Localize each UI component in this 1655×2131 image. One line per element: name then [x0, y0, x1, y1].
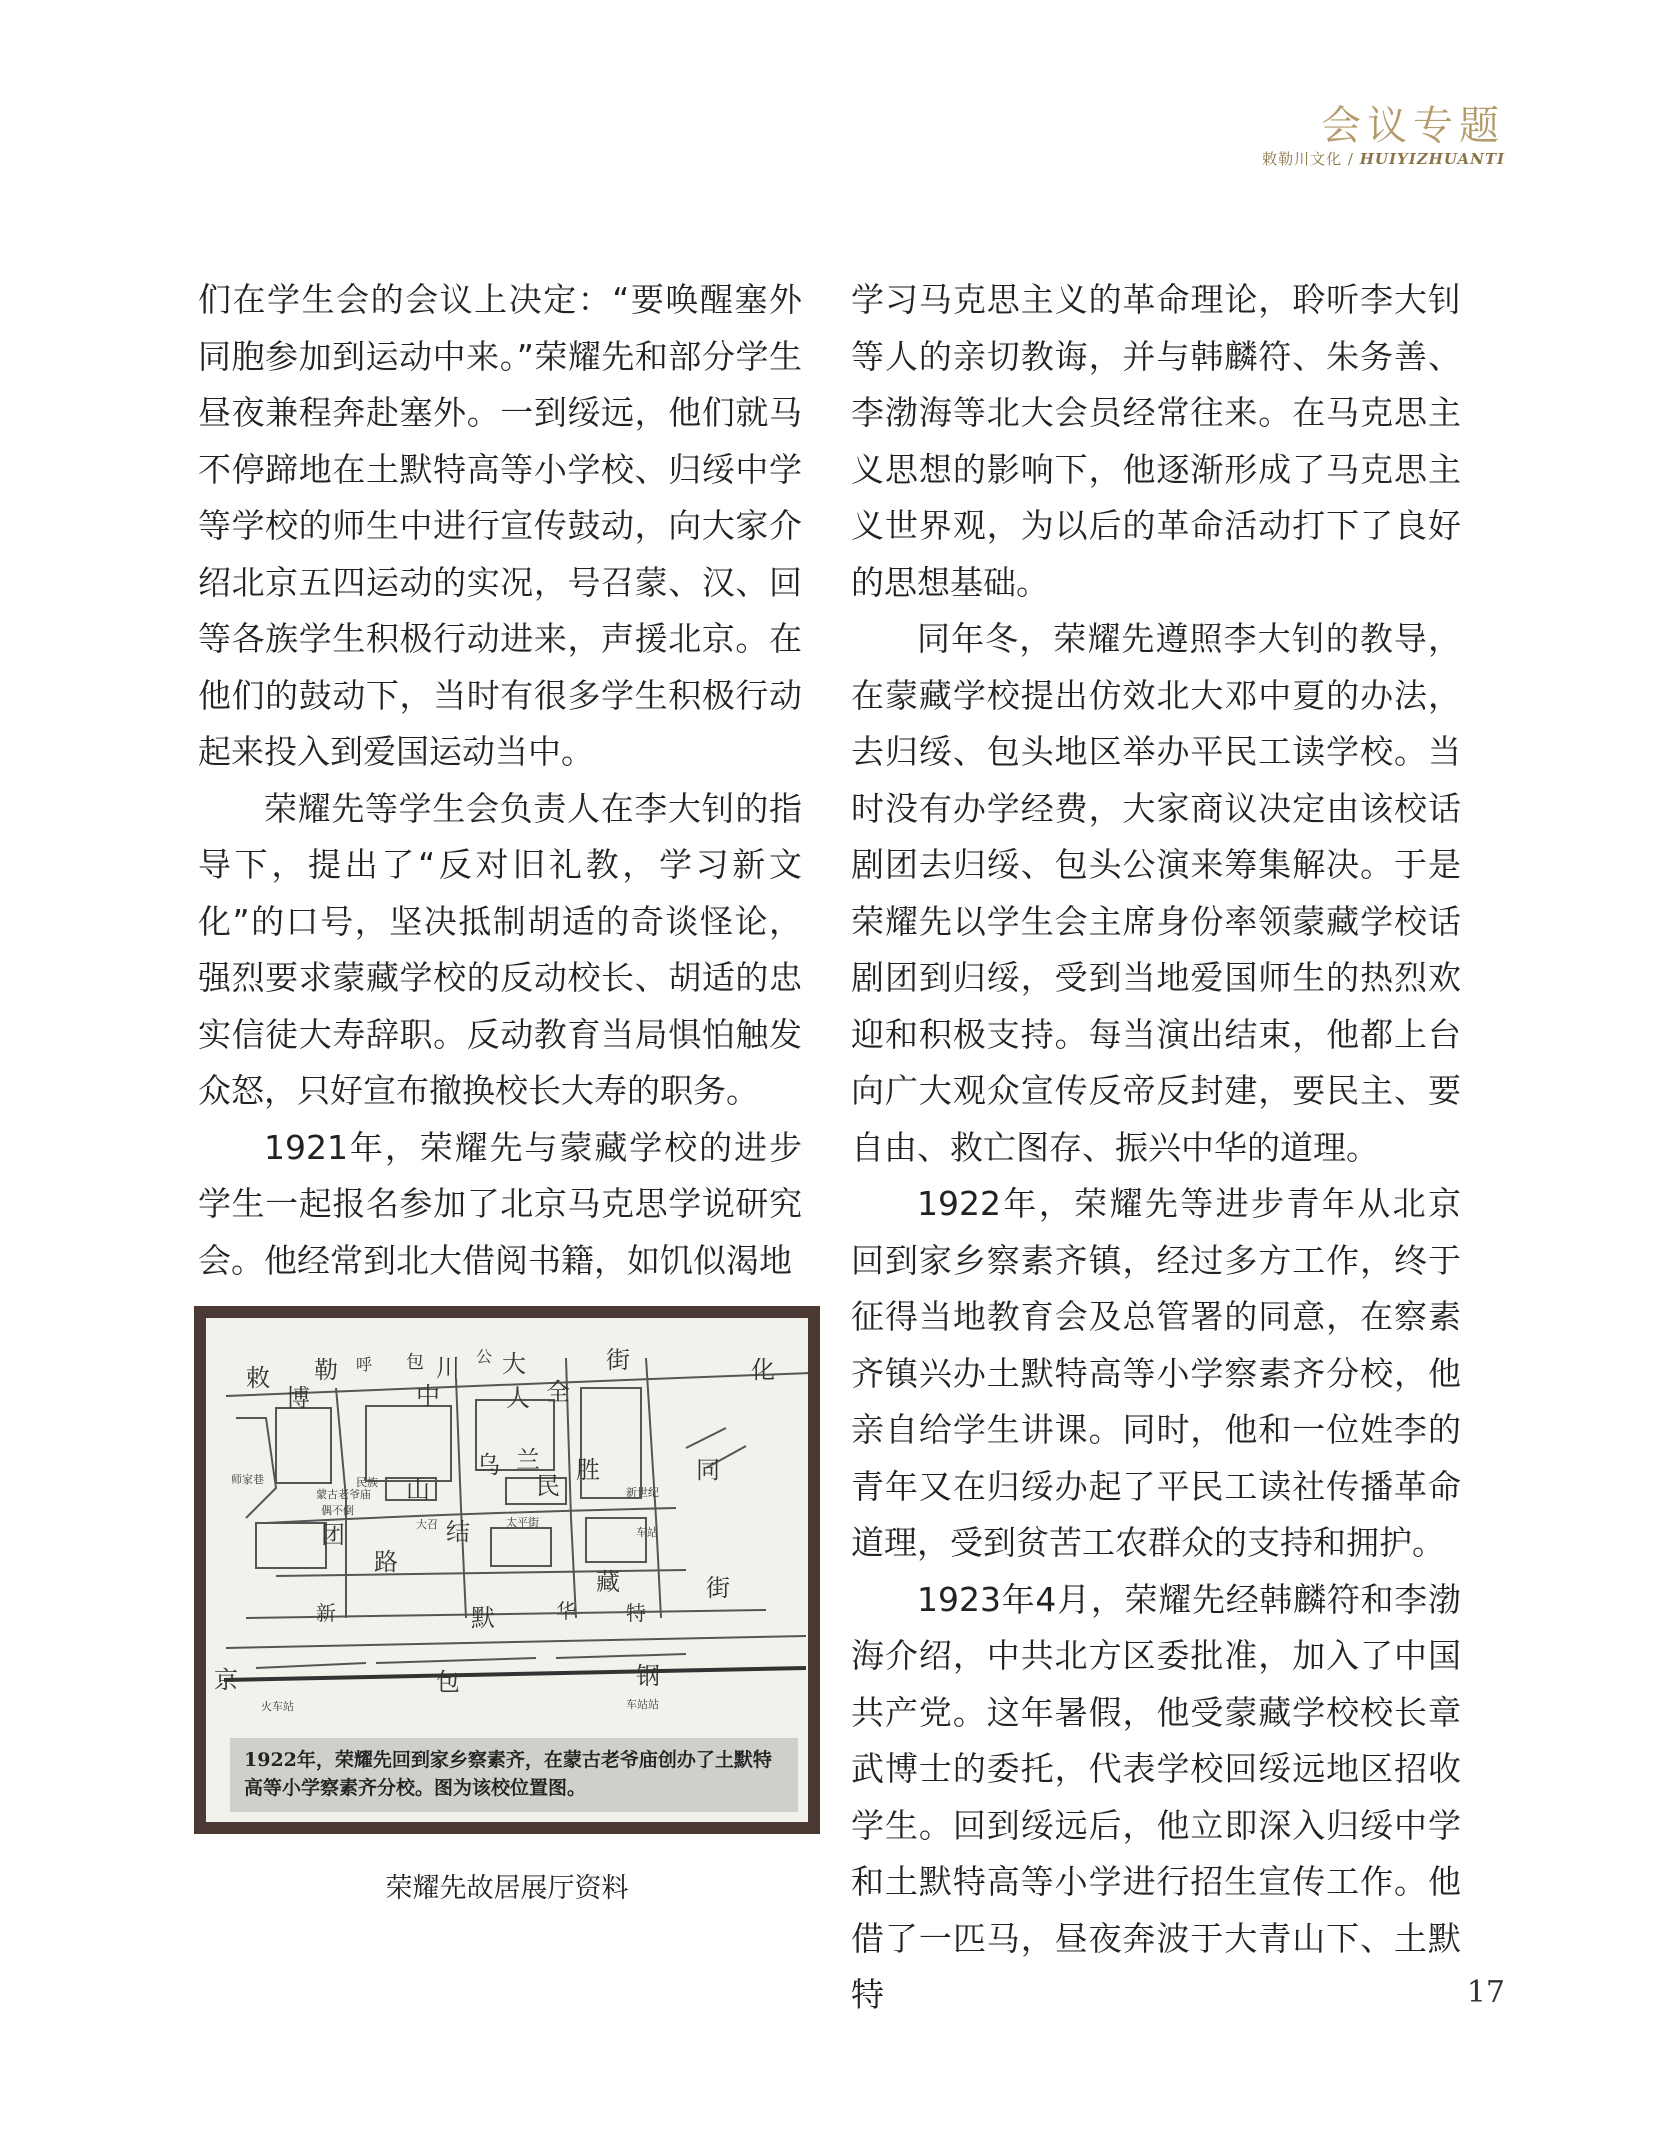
map-label: 特	[626, 1601, 646, 1625]
right-text-column	[851, 272, 1461, 2024]
map-small-label: 蒙古老爷庙	[316, 1488, 371, 1501]
map-small-label: 偶不倒	[321, 1504, 354, 1517]
map-label: 大	[502, 1350, 526, 1378]
map-small-label: 太平街	[506, 1516, 539, 1529]
header-slash: /	[1347, 150, 1354, 168]
figure-caption: 荣耀先故居展厅资料	[385, 1873, 629, 1904]
map-label: 团	[321, 1521, 345, 1549]
map-small-label: 师家巷	[231, 1473, 264, 1486]
map-label: 同	[696, 1456, 720, 1484]
paragraph: 1921年，荣耀先与蒙藏学校的进步学生一起报名参加了北京马克思学说研究会。他经常到北大借阅书籍，如饥似渴地	[198, 1127, 802, 1280]
map-label: 京	[214, 1666, 238, 1694]
paragraph: 1923年4月，荣耀先经韩麟符和李渤海介绍，中共北方区委批准，加入了中国共产党。这年暑假，他受蒙藏学校校长章武博士的委托，代表学校回绥远地区招收学生。回到绥远后，他立即深入归绥中学和土默特高等小学进行招生宣传工作。他借了一匹马，昼夜奔波于大青山下、土默特	[851, 1579, 1461, 2014]
map-label: 敕	[246, 1364, 270, 1392]
section-english-name: HUIYIZHUANTI	[1359, 150, 1505, 168]
map-photo	[194, 1306, 820, 1834]
map-label: 呼	[356, 1355, 373, 1374]
map-label: 中	[416, 1382, 440, 1410]
map-small-label: 新世纪	[626, 1486, 659, 1499]
map-label: 默	[471, 1604, 495, 1632]
map-caption: 1922年，荣耀先回到家乡察素齐，在蒙古老爷庙创办了土默特高等小学察素齐分校。图为该校位置图。	[230, 1738, 798, 1812]
map-small-label: 车站	[636, 1526, 658, 1539]
map-label: 街	[606, 1346, 630, 1374]
paragraph: 们在学生会的会议上决定：“要唤醒塞外同胞参加到运动中来。”荣耀先和部分学生昼夜兼程奔赴塞外。一到绥远，他们就马不停蹄地在土默特高等小学校、归绥中学等学校的师生中进行宣传鼓动，向大家介绍北京五四运动的实况，号召蒙、汉、回等各族学生积极行动进来，声援北京。在他们的鼓动下，当时有很多学生积极行动起来投入到爱国运动当中。	[198, 280, 802, 771]
page-number: 17	[1466, 1975, 1505, 2010]
map-label: 公	[476, 1347, 493, 1366]
map-small-label: 民族	[356, 1476, 378, 1489]
left-text-column	[198, 272, 802, 1289]
paragraph: 学习马克思主义的革命理论，聆听李大钊等人的亲切教诲，并与韩麟符、朱务善、李渤海等北大会员经常往来。在马克思主义思想的影响下，他逐渐形成了马克思主义世界观，为以后的革命活动打下了良好的思想基础。	[851, 280, 1461, 602]
map-label: 包	[406, 1352, 424, 1373]
paragraph: 1922年，荣耀先等进步青年从北京回到家乡察素齐镇，经过多方工作，终于征得当地教育会及总管署的同意，在察素齐镇兴办土默特高等小学察素齐分校，他亲自给学生讲课。同时，他和一位姓李的青年又在归绥办起了平民工读社传播革命道理，受到贫苦工农群众的支持和拥护。	[851, 1184, 1461, 1562]
map-label: 包	[436, 1668, 460, 1696]
map-label: 华	[556, 1599, 576, 1623]
map-label: 结	[446, 1518, 470, 1546]
map-label: 勒	[314, 1356, 338, 1384]
map-small-label: 火车站	[261, 1700, 294, 1713]
section-header-subtitle	[1262, 148, 1505, 169]
map-label: 山	[406, 1476, 430, 1504]
paragraph: 同年冬，荣耀先遵照李大钊的教导，在蒙藏学校提出仿效北大邓中夏的办法，去归绥、包头地区举办平民工读学校。当时没有办学经费，大家商议决定由该校话剧团去归绥、包头公演来筹集解决。于是荣耀先以学生会主席身份率领蒙藏学校话剧团到归绥，受到当地爱国师生的热烈欢迎和积极支持。每当演出结束，他都上台向广大观众宣传反帝反封建，要民主、要自由、救亡图存、振兴中华的道理。	[851, 619, 1461, 1167]
map-label: 胜	[576, 1456, 600, 1484]
map-label: 乌	[476, 1451, 500, 1479]
map-label: 藏	[596, 1568, 620, 1596]
map-label: 博	[286, 1384, 310, 1412]
school-location-map	[206, 1318, 808, 1822]
map-label: 兰	[516, 1446, 540, 1474]
map-label: 人	[506, 1384, 530, 1412]
map-label: 全	[546, 1378, 570, 1406]
map-small-label: 车站站	[626, 1698, 659, 1711]
paragraph: 荣耀先等学生会负责人在李大钊的指导下，提出了“反对旧礼教，学习新文化”的口号，坚决抵制胡适的奇谈怪论，强烈要求蒙藏学校的反动校长、胡适的忠实信徒大寿辞职。反动教育当局惧怕触发众怒，只好宣布撤换校长大寿的职务。	[198, 788, 802, 1110]
map-label: 钢	[636, 1662, 660, 1690]
map-label: 化	[751, 1356, 775, 1384]
map-label: 民	[536, 1472, 560, 1500]
map-label: 川	[436, 1354, 460, 1382]
map-small-label: 大召	[416, 1518, 438, 1531]
publication-name: 敕勒川文化	[1262, 150, 1343, 168]
map-label: 街	[706, 1574, 730, 1602]
section-header-title: 会议专题	[1321, 103, 1505, 149]
map-label: 路	[374, 1548, 398, 1576]
map-label: 新	[316, 1601, 336, 1625]
